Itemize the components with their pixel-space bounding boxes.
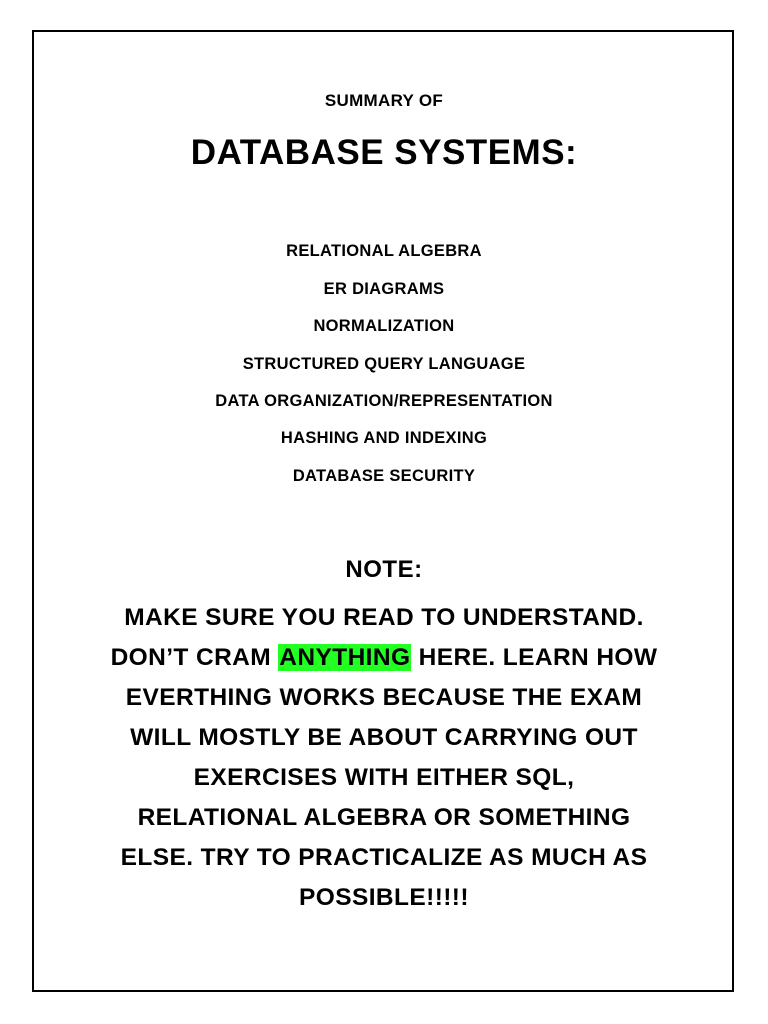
note-line: EVERTHING WORKS BECAUSE THE EXAM [125,684,643,711]
note-label: NOTE: [345,556,423,583]
note-body [40,598,728,918]
document-title: DATABASE SYSTEMS: [190,133,578,172]
topic-normalization: NORMALIZATION [313,317,455,335]
note-line: POSSIBLE!!!!! [299,884,469,911]
topic-sql: STRUCTURED QUERY LANGUAGE [242,355,526,373]
note-line: RELATIONAL ALGEBRA OR SOMETHING [137,804,631,831]
note-line: MAKE SURE YOU READ TO UNDERSTAND. [124,604,644,631]
note-text: DON’T CRAM [110,644,279,671]
topic-database-security: DATABASE SECURITY [292,467,476,485]
document-header: SUMMARY OF [324,91,444,110]
topic-hashing-indexing: HASHING AND INDEXING [280,429,488,447]
topic-relational-algebra: RELATIONAL ALGEBRA [286,242,482,260]
note-line: ELSE. TRY TO PRACTICALIZE AS MUCH AS [120,844,648,871]
note-line [40,638,728,678]
note-line: WILL MOSTLY BE ABOUT CARRYING OUT [130,724,638,751]
note-text: HERE. LEARN HOW [411,644,658,671]
topic-data-organization: DATA ORGANIZATION/REPRESENTATION [215,392,553,410]
highlighted-word: ANYTHING [279,644,411,671]
note-line: EXERCISES WITH EITHER SQL, [193,764,575,791]
topic-er-diagrams: ER DIAGRAMS [323,280,445,298]
